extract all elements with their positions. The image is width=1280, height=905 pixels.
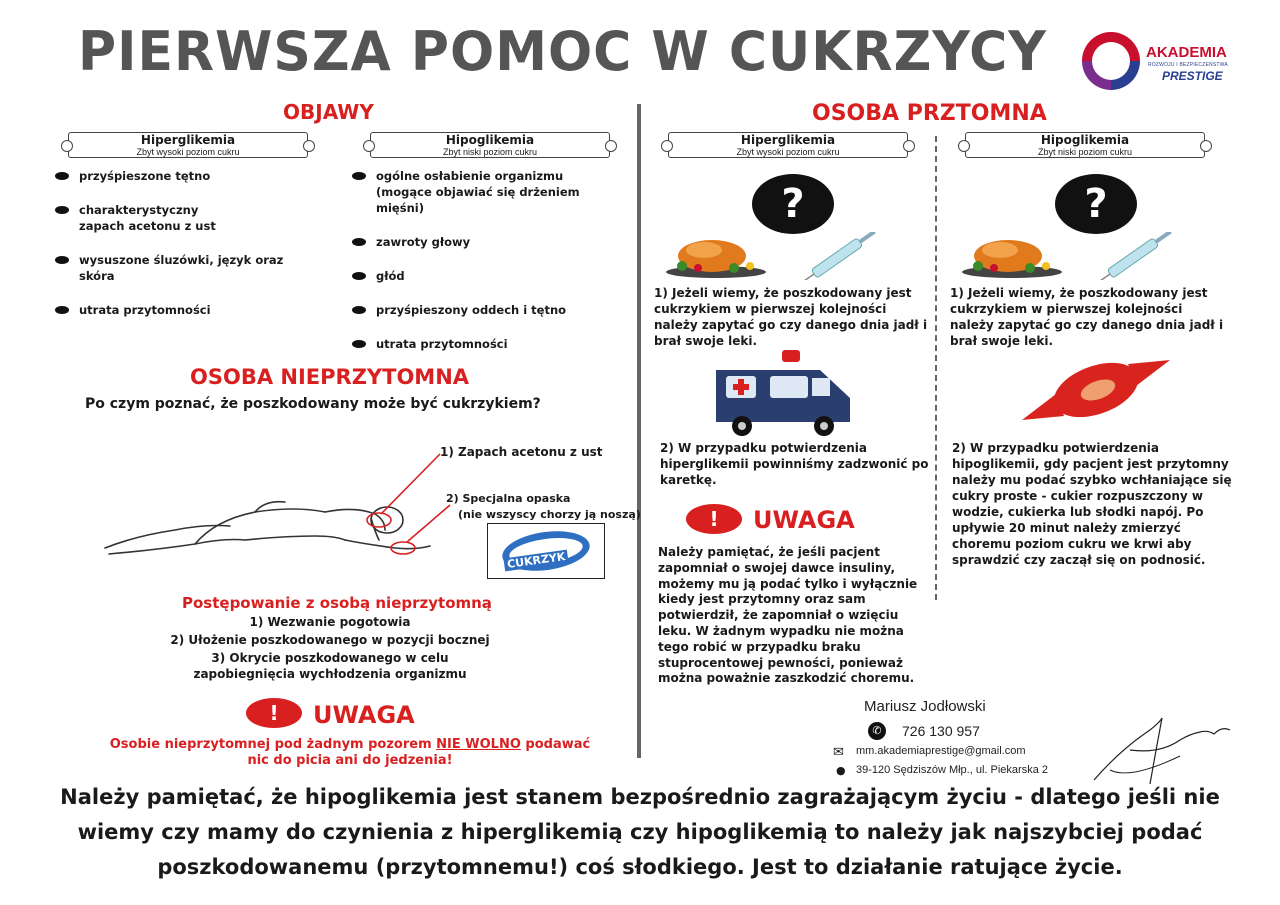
footer-note: Należy pamiętać, że hipoglikemia jest stanem bezpośrednio zagrażającym życiu - dlatego jeśli nie wiemy czy mamy do czynienia z hiperglikemią czy hipoglikemią to należy jak najszybciej podać poszkodowanemu (przytomnemu!) coś słodkiego. Jest to działanie ratujące życie. <box>60 785 1220 879</box>
logo-brand: PRESTIGE <box>1162 69 1223 83</box>
conscious-hyper-subtitle: Zbyt wysoki poziom cukru <box>736 147 840 157</box>
hyper-banner <box>68 132 308 158</box>
hyper-banner-subtitle: Zbyt wysoki poziom cukru <box>136 147 240 157</box>
procedure-step: 2) Ułożenie poszkodowanego w pozycji bocznej <box>170 633 490 647</box>
procedure-step: 3) Okrycie poszkodowanego w celu zapobiegnięcia wychłodzenia organizmu <box>193 651 467 681</box>
sign-band-note: (nie wszyscy chorzy ją noszą) <box>458 508 641 521</box>
list-item: ogólne osłabienie organizmu (mogące objawiać się drżeniem mięśni) <box>352 168 592 216</box>
conscious-hypo-title: Hipoglikemia <box>1040 133 1130 147</box>
email-icon: ✉ <box>833 745 844 760</box>
sign-acetone: 1) Zapach acetonu z ust <box>440 445 603 459</box>
warning-icon: ! <box>686 504 742 534</box>
hyper-step-2: 2) W przypadku potwierdzenia hiperglikemii powinniśmy zadzwonić po karetkę. <box>660 441 929 487</box>
question-icon: ? <box>1055 174 1137 234</box>
warning-emphasis: NIE WOLNO <box>436 737 521 752</box>
candy-icon <box>1018 350 1174 430</box>
list-item: przyśpieszony oddech i tętno <box>352 302 612 318</box>
signature <box>1090 710 1240 790</box>
hyper-symptom-list <box>55 168 285 318</box>
page-title: PIERWSZA POMOC W CUKRZYCY <box>78 20 1047 84</box>
procedure-title: Postępowanie z osobą nieprzytomną <box>182 594 492 612</box>
conscious-warning-label: UWAGA <box>753 506 855 534</box>
hypo-banner-title: Hipoglikemia <box>445 133 535 147</box>
unconscious-question: Po czym poznać, że poszkodowany może być cukrzykiem? <box>85 396 541 412</box>
food-and-syringe-icon <box>664 232 894 280</box>
conscious-heading: OSOBA PRZTOMNA <box>812 101 1047 126</box>
symptoms-heading: OBJAWY <box>283 100 374 124</box>
procedure-step: 1) Wezwanie pogotowia <box>249 615 411 629</box>
recovery-position-figure-icon <box>95 440 455 570</box>
list-item: utrata przytomności <box>55 302 285 318</box>
center-divider <box>637 104 641 758</box>
hyper-step-1: 1) Jeżeli wiemy, że poszkodowany jest cukrzykiem w pierwszej kolejności należy zapytać go czy danego dnia jadł i brał swoje leki. <box>654 286 928 348</box>
list-item: przyśpieszone tętno <box>55 168 285 184</box>
list-item: charakterystyczny zapach acetonu z ust <box>55 202 235 234</box>
unconscious-heading: OSOBA NIEPRZYTOMNA <box>190 365 470 389</box>
list-item: utrata przytomności <box>352 336 612 352</box>
hypo-step-1: 1) Jeżeli wiemy, że poszkodowany jest cukrzykiem w pierwszej kolejności należy zapytać go czy danego dnia jadł i brał swoje leki. <box>950 286 1224 348</box>
location-pin-icon: ● <box>836 764 846 777</box>
logo-subtitle: ROZWOJU I BEZPIECZEŃSTWA <box>1148 62 1228 68</box>
wristband-label: CUKRZYK <box>503 550 569 572</box>
hypo-symptom-list <box>352 168 612 352</box>
conscious-hyper-title: Hiperglikemia <box>740 133 836 147</box>
conscious-hyper-banner <box>668 132 908 158</box>
hypo-step-2: 2) W przypadku potwierdzenia hipoglikemii, gdy pacjent jest przytomny należy mu podać szybko wchłaniające się cukry proste - cukier rozpuszczony w wodzie, cukierka lub słodki napój. Po upływie 20 minut należy zmierzyć choremu poziom cukru we krwi aby sprawdzić czy zaczął się on podnosić. <box>952 441 1232 567</box>
wristband-image <box>487 523 605 579</box>
logo-name: AKADEMIA <box>1146 44 1227 61</box>
conscious-hypo-banner <box>965 132 1205 158</box>
warning-text-start: Osobie nieprzytomnej pod żadnym pozorem <box>109 737 437 752</box>
ambulance-icon <box>712 348 860 438</box>
warning-icon: ! <box>246 698 302 728</box>
warning-label: UWAGA <box>313 701 415 729</box>
hypo-banner-subtitle: Zbyt niski poziom cukru <box>442 147 538 157</box>
right-column-divider <box>935 136 937 600</box>
conscious-hypo-subtitle: Zbyt niski poziom cukru <box>1037 147 1133 157</box>
warning-text-end: podawać nic do picia ani do jedzenia! <box>247 737 591 768</box>
phone-icon: ✆ <box>868 722 886 740</box>
logo-emblem-icon <box>1082 32 1140 90</box>
hypo-banner <box>370 132 610 158</box>
conscious-warning-text: Należy pamiętać, że jeśli pacjent zapomniał o swojej dawce insuliny, możemy mu ją podać tylko i wyłącznie kiedy jest przytomny oraz sam potwierdził, że zapomniał o wzięciu leku. W żadnym wypadku nie można tego robić w przypadku braku stuprocentowej pewności, ponieważ można poważnie zaszkodzić choremu. <box>658 545 918 686</box>
food-and-syringe-icon <box>960 232 1190 280</box>
contact-name: Mariusz Jodłowski <box>864 698 986 715</box>
akademia-prestige-logo <box>1082 32 1252 94</box>
question-icon: ? <box>752 174 834 234</box>
list-item: wysuszone śluzówki, język oraz skóra <box>55 252 285 284</box>
contact-address: 39-120 Sędziszów Młp., ul. Piekarska 2 <box>856 764 1048 776</box>
list-item: głód <box>352 268 612 284</box>
contact-email[interactable]: mm.akademiaprestige@gmail.com <box>856 745 1026 757</box>
sign-band: 2) Specjalna opaska <box>446 492 571 505</box>
unconscious-warning <box>100 737 600 769</box>
contact-phone[interactable]: 726 130 957 <box>902 723 980 739</box>
hyper-banner-title: Hiperglikemia <box>140 133 236 147</box>
list-item: zawroty głowy <box>352 234 612 250</box>
